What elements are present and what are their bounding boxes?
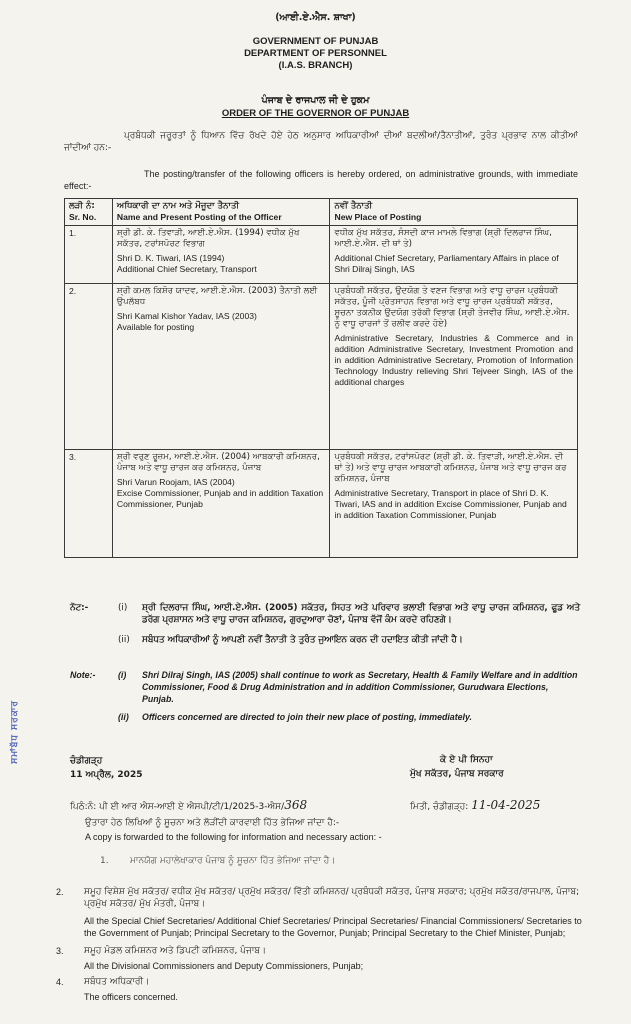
copy-item — [56, 886, 586, 939]
note-pa-item — [70, 634, 580, 646]
signatory-title: ਮੁੱਖ ਸਕੱਤਰ, ਪੰਜਾਬ ਸਰਕਾਰ — [410, 769, 504, 779]
copy-item-en: The officers concerned. — [84, 992, 178, 1002]
officer-cell: ਸ਼੍ਰੀ ਕਮਲ ਕਿਸ਼ੋਰ ਯਾਦਵ, ਆਈ.ਏ.ਐਸ. (2003) ਤੈਨਾਤੀ ਲਈ ਉਪਲੱਬਧ Shri Kamal Kishor Yadav, IAS (2003) Available for posting — [112, 284, 330, 450]
note-en-item — [70, 711, 580, 723]
note-en-text: Shri Dilraj Singh, IAS (2005) shall continue to work as Secretary, Health & Family Welfare and in addition Commissioner, Food & Drug Administration and in addition Commissioner, Gurudwara Elections, Punjab. — [142, 670, 578, 704]
officer-cell: ਸ਼੍ਰੀ ਵਰੁਣ ਰੂਜ਼ਮ, ਆਈ.ਏ.ਐਸ. (2004) ਆਬਕਾਰੀ ਕਮਿਸ਼ਨਰ, ਪੰਜਾਬ ਅਤੇ ਵਾਧੂ ਚਾਰਜ ਕਰ ਕਮਿਸ਼ਨਰ, ਪੰਜਾਬ Shri Varun Roojam, IAS (2004) Excise Commissioner, Punjab and in addition Taxation Commissioner, Punjab — [112, 450, 330, 558]
department-title: DEPARTMENT OF PERSONNEL — [244, 48, 387, 59]
notes-en — [70, 669, 580, 723]
endorsement-date — [410, 798, 540, 812]
copy-item-pa: ਸਮੂਹ ਮੰਡਲ ਕਮਿਸ਼ਨਰ ਅਤੇ ਡਿਪਟੀ ਕਮਿਸ਼ਨਰ, ਪੰਜਾਬ। — [84, 946, 267, 956]
order-title-pa: ਪੰਜਾਬ ਦੇ ਰਾਜਪਾਲ ਜੀ ਦੇ ਹੁਕਮ — [261, 95, 370, 106]
new-posting-cell: ਪ੍ਰਬੰਧਕੀ ਸਕੱਤਰ, ਉਦਯੋਗ ਤੇ ਵਣਜ ਵਿਭਾਗ ਅਤੇ ਵਾਧੂ ਚਾਰਜ ਪ੍ਰਬੰਧਕੀ ਸਕੱਤਰ, ਪੂੰਜੀ ਪ੍ਰੋਤਸਾਹਨ ਵਿਭਾਗ ਅਤੇ ਵਾਧੂ ਚਾਰਜ ਪ੍ਰਬੰਧਕੀ ਸਕੱਤਰ, ਸੂਚਨਾ ਤਕਨੀਕ ਉਦਯੋਗ ਤਰੱਕੀ ਵਿਭਾਗ (ਸ਼੍ਰੀ ਤੇਜਵੀਰ ਸਿੰਘ, ਆਈ.ਏ.ਐਸ. ਨੂੰ ਵਾਧੂ ਚਾਰਜਾਂ ਤੋਂ ਰਲੀਵ ਕਰਦੇ ਹੋਏ) Administrative Secretary, Industries & Commerce and in addition Administrative Secretary, Investment Promotion and in addition Administrative Secretary, Promotion of Information Technology Industry relieving Shri Tejveer Singh, IAS of the additional charges — [330, 284, 578, 450]
new-posting-cell: ਪ੍ਰਬੰਧਕੀ ਸਕੱਤਰ, ਟਰਾਂਸਪੋਰਟ (ਸ਼੍ਰੀ ਡੀ. ਕੇ. ਤਿਵਾੜੀ, ਆਈ.ਏ.ਐਸ. ਦੀ ਥਾਂ ਤੇ) ਅਤੇ ਵਾਧੂ ਚਾਰਜ ਆਬਕਾਰੀ ਕਮਿਸ਼ਨਰ, ਪੰਜਾਬ ਅਤੇ ਵਾਧੂ ਚਾਰਜ ਕਰ ਕਮਿਸ਼ਨਰ, ਪੰਜਾਬ Administrative Secretary, Transport in place of Shri D. K. Tiwari, IAS and in addition Excise Commissioner, Punjab and in addition Taxation Commissioner, Punjab — [330, 450, 578, 558]
posting-table — [64, 198, 578, 558]
copy-item-num: 4. — [56, 977, 64, 987]
copy-item-en: All the Special Chief Secretaries/ Additional Chief Secretaries/ Principal Secretaries/ Financial Commissioners/ Secretaries to the Government of Punjab; Principal Secretary to the Governor, Punjab; Principal Secretary to the Chief Minister, Punjab; — [84, 916, 582, 938]
note-pa-num: (i) — [118, 603, 128, 613]
officer-header: ਅਧਿਕਾਰੀ ਦਾ ਨਾਮ ਅਤੇ ਮੌਜੂਦਾ ਤੈਨਾਤੀ Name and Present Posting of the Officer — [112, 199, 330, 226]
ref-number: 368 — [284, 798, 308, 812]
note-en-num: (ii) — [118, 712, 129, 722]
table-row — [65, 284, 578, 450]
note-pa-num: (ii) — [118, 635, 130, 645]
copy-list — [56, 886, 586, 1003]
forward-pa: ਉਤਾਰਾ ਹੇਠ ਲਿਖਿਆਂ ਨੂੰ ਸੂਚਨਾ ਅਤੇ ਲੋੜੀਂਦੀ ਕਾਰਵਾਈ ਹਿੱਤ ਭੇਜਿਆ ਜਾਂਦਾ ਹੈ:- — [85, 818, 340, 828]
new-posting-cell: ਵਧੀਕ ਮੁੱਖ ਸਕੱਤਰ, ਸੰਸਦੀ ਕਾਜ ਮਾਮਲੇ ਵਿਭਾਗ (ਸ਼੍ਰੀ ਦਿਲਰਾਜ ਸਿੰਘ, ਆਈ.ਏ.ਐਸ. ਦੀ ਥਾਂ ਤੇ) Additional Chief Secretary, Parliamentary Affairs in place of Shri Dilraj Singh, IAS — [330, 226, 578, 284]
copy-item-en: All the Divisional Commissioners and Deputy Commissioners, Punjab; — [84, 961, 364, 971]
signatory-name: ਕੇ ਏ ਪੀ ਸਿਨਹਾ — [440, 755, 493, 765]
note-pa-item — [70, 602, 580, 626]
copy-item-num: 1. — [100, 856, 109, 866]
government-title: GOVERNMENT OF PUNJAB — [252, 36, 379, 47]
copy-item-1 — [100, 852, 336, 866]
branch-title: (I.A.S. BRANCH) — [278, 60, 353, 71]
note-pa-text: ਸ਼੍ਰੀ ਦਿਲਰਾਜ ਸਿੰਘ, ਆਈ.ਏ.ਐਸ. (2005) ਸਕੱਤਰ, ਸਿਹਤ ਅਤੇ ਪਰਿਵਾਰ ਭਲਾਈ ਵਿਭਾਗ ਅਤੇ ਵਾਧੂ ਚਾਰਜ ਕਮਿਸ਼ਨਰ, ਫੂਡ ਅਤੇ ਡਰੱਗ ਪ੍ਰਸ਼ਾਸਨ ਅਤੇ ਵਾਧੂ ਚਾਰਜ ਕਮਿਸ਼ਨਰ, ਗੁਰਦੁਆਰਾ ਚੋਣਾਂ, ਪੰਜਾਬ ਵੱਜੋਂ ਕੰਮ ਕਰਦੇ ਰਹਿਣਗੇ। — [142, 603, 580, 625]
note-en-num: (i) — [118, 670, 127, 680]
note-en-item — [70, 669, 580, 705]
note-pa-label: ਨੋਟ:- — [70, 603, 89, 613]
officer-cell: ਸ਼੍ਰੀ ਡੀ. ਕੇ. ਤਿਵਾੜੀ, ਆਈ.ਏ.ਐਸ. (1994) ਵਧੀਕ ਮੁੱਖ ਸਕੱਤਰ, ਟਰਾਂਸਪੋਰਟ ਵਿਭਾਗ Shri D. K. Tiwari, IAS (1994) Additional Chief Secretary, Transport — [112, 226, 330, 284]
date-pa: 11 ਅਪ੍ਰੈਲ, 2025 — [70, 770, 143, 780]
intro-pa: ਪ੍ਰਬੰਧਕੀ ਜਰੂਰਤਾਂ ਨੂੰ ਧਿਆਨ ਵਿੱਚ ਰੱਖਦੇ ਹੋਏ ਹੇਠ ਅਨੁਸਾਰ ਅਧਿਕਾਰੀਆਂ ਦੀਆਂ ਬਦਲੀਆਂ/ਤੈਨਾਤੀਆਂ, ਤੁਰੰਤ ਪ੍ਰਭਾਵ ਨਾਲ ਕੀਤੀਆਂ ਜਾਂਦੀਆਂ ਹਨ:- — [64, 131, 578, 153]
copy-item-pa: ਸਬੰਧਤ ਅਧਿਕਾਰੀ। — [84, 977, 150, 987]
date-label: ਮਿਤੀ, ਚੰਡੀਗੜ੍ਹ: — [410, 802, 469, 812]
notes-pa — [70, 602, 580, 646]
branch-pa: (ਆਈ.ਏ.ਐਸ. ਸ਼ਾਖਾ) — [275, 12, 356, 23]
copy-item-pa: ਸਮੂਹ ਵਿਸ਼ੇਸ਼ ਮੁੱਖ ਸਕੱਤਰ/ ਵਧੀਕ ਮੁੱਖ ਸਕੱਤਰ/ ਪ੍ਰਮੁੱਖ ਸਕੱਤਰ/ ਵਿੱਤੀ ਕਮਿਸ਼ਨਰ/ ਪ੍ਰਬੰਧਕੀ ਸਕੱਤਰ, ਪੰਜਾਬ ਸਰਕਾਰ; ਪ੍ਰਮੁੱਖ ਸਕੱਤਰ/ਰਾਜਪਾਲ, ਪੰਜਾਬ; ਪ੍ਰਮੁੱਖ ਸਕੱਤਰ/ ਮੁੱਖ ਮੰਤਰੀ, ਪੰਜਾਬ। — [84, 887, 580, 909]
intro-en: The posting/transfer of the following officers is hereby ordered, on administrative grounds, with immediate effect:- — [64, 169, 578, 191]
side-stamp: ਸਮਾਂਬੱਧ ਸਰਕਾਰ — [10, 700, 20, 764]
copy-item-num: 2. — [56, 887, 64, 897]
note-en-text: Officers concerned are directed to join their new place of posting, immediately. — [142, 712, 472, 722]
sr-cell: 1. — [65, 226, 113, 284]
copy-item — [56, 976, 586, 1003]
endorsement-ref — [70, 798, 307, 812]
note-pa-text: ਸਬੰਧਤ ਅਧਿਕਾਰੀਆਂ ਨੂੰ ਆਪਣੀ ਨਵੀਂ ਤੈਨਾਤੀ ਤੇ ਤੁਰੰਤ ਜੁਆਇਨ ਕਰਨ ਦੀ ਹਦਾਇਤ ਕੀਤੀ ਜਾਂਦੀ ਹੈ। — [142, 635, 463, 645]
table-header-row — [65, 199, 578, 226]
sr-cell: 3. — [65, 450, 113, 558]
place-pa: ਚੰਡੀਗੜ੍ਹ — [70, 756, 103, 766]
ref-prefix: ਪਿਠੰ:ਨੰ: ਪੀ ਈ ਆਰ ਐਸ-ਆਈ ਏ ਐਸਪੀ/ਟੀ/1/2025-3-ਐਸ/ — [70, 802, 285, 812]
note-en-label: Note:- — [70, 670, 96, 680]
table-row — [65, 226, 578, 284]
table-row — [65, 450, 578, 558]
copy-item — [56, 945, 586, 972]
sr-header: ਲੜੀ ਨੰ: Sr. No. — [65, 199, 113, 226]
new-posting-header: ਨਵੀਂ ਤੈਨਾਤੀ New Place of Posting — [330, 199, 578, 226]
copy-item-pa: ਮਾਨਯੋਗ ਮਹਾਲੇਖਾਕਾਰ ਪੰਜਾਬ ਨੂੰ ਸੂਚਨਾ ਹਿੱਤ ਭੇਜਿਆ ਜਾਂਦਾ ਹੈ। — [130, 856, 336, 866]
order-title: ORDER OF THE GOVERNOR OF PUNJAB — [221, 108, 410, 119]
forward-en: A copy is forwarded to the following for information and necessary action: - — [85, 832, 382, 842]
sr-cell: 2. — [65, 284, 113, 450]
date-handwritten: 11-04-2025 — [471, 798, 541, 812]
copy-item-num: 3. — [56, 946, 64, 956]
